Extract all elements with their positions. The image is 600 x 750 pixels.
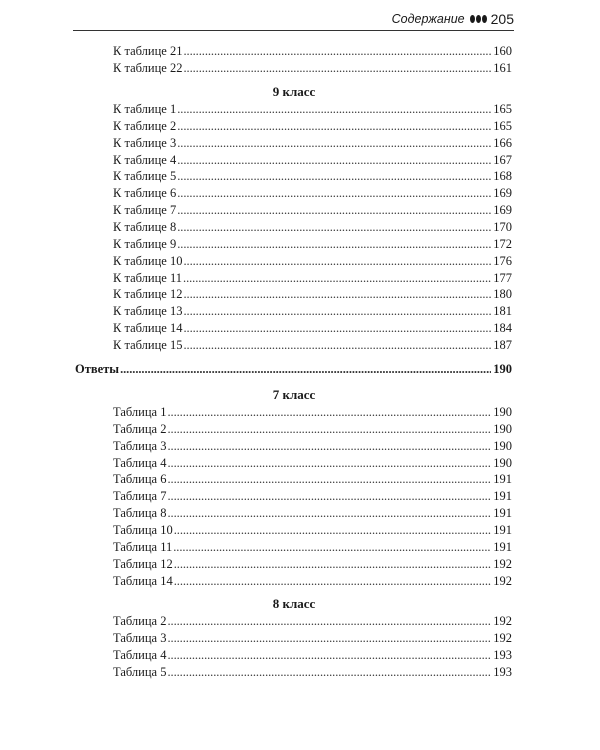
dot-leader — [167, 472, 491, 486]
toc-entry-label: К таблице 10 — [113, 253, 183, 268]
dot-leader — [167, 614, 491, 628]
toc-entry-page: 190 — [493, 421, 512, 436]
toc-entry[interactable] — [113, 506, 512, 520]
toc-entry-label: Таблица 7 — [113, 489, 167, 504]
toc-entry[interactable] — [113, 540, 512, 554]
dot-leader — [167, 506, 491, 520]
dot-leader — [177, 203, 491, 217]
toc-entry-label: Таблица 4 — [113, 455, 167, 470]
toc-entry-label: Таблица 11 — [113, 539, 173, 554]
toc-entry[interactable] — [75, 362, 512, 376]
toc-entry-label: Таблица 6 — [113, 472, 167, 487]
toc-entry-page: 170 — [493, 219, 512, 234]
dot-leader — [183, 254, 491, 268]
toc-entry[interactable] — [113, 119, 512, 133]
toc-entry-label: Таблица 4 — [113, 647, 167, 662]
toc-entry[interactable] — [113, 631, 512, 645]
toc-entry-page: 180 — [493, 287, 512, 302]
toc-entry-page: 167 — [493, 152, 512, 167]
toc-entry[interactable] — [113, 472, 512, 486]
toc-entry-label: К таблице 7 — [113, 203, 177, 218]
dot-leader — [183, 271, 491, 285]
toc-entry[interactable] — [113, 523, 512, 537]
toc-entry-label: Таблица 2 — [113, 421, 167, 436]
toc-entry[interactable] — [113, 136, 512, 150]
toc-entry[interactable] — [113, 338, 512, 352]
dot-leader — [177, 102, 491, 116]
toc-entry-page: 160 — [493, 44, 512, 58]
dot-leader — [174, 523, 492, 537]
toc-entry-page: 166 — [493, 135, 512, 150]
toc-entry[interactable] — [113, 220, 512, 234]
toc-entry-label: К таблице 5 — [113, 169, 177, 184]
toc-entry-label: К таблице 4 — [113, 152, 177, 167]
toc-entry[interactable] — [113, 489, 512, 503]
toc-entry-label: К таблице 21 — [113, 44, 183, 58]
dot-leader — [177, 169, 491, 183]
toc-entry-label: К таблице 3 — [113, 135, 177, 150]
toc-entry-page: 187 — [493, 337, 512, 352]
dot-leader — [167, 456, 491, 470]
toc-entry[interactable] — [113, 456, 512, 470]
toc-entry[interactable] — [113, 557, 512, 571]
toc-entry-page: 190 — [493, 438, 512, 453]
toc-entry-page: 177 — [493, 270, 512, 285]
toc-entry[interactable] — [113, 153, 512, 167]
toc-entry-label: К таблице 12 — [113, 287, 183, 302]
toc-entry-label: К таблице 11 — [113, 270, 183, 285]
dot-leader — [120, 362, 491, 376]
toc-entry-label: Таблица 3 — [113, 438, 167, 453]
toc-entry-page: 161 — [493, 60, 512, 75]
running-header — [73, 10, 514, 31]
toc-entry[interactable] — [113, 287, 512, 301]
dot-leader — [173, 540, 491, 554]
dot-leader — [167, 631, 491, 645]
dot-leader — [177, 220, 491, 234]
toc-entry-label: Таблица 1 — [113, 405, 167, 419]
dot-leader — [177, 119, 491, 133]
toc-entry[interactable] — [113, 439, 512, 453]
toc-entry-page: 184 — [493, 321, 512, 336]
toc-entry-label: Таблица 14 — [113, 573, 173, 588]
dot-leader — [183, 321, 491, 335]
dot-leader — [183, 44, 491, 58]
dot-leader — [183, 338, 491, 352]
dot-leader — [167, 422, 491, 436]
dot-leader — [167, 439, 491, 453]
section-heading-grade9: 9 класс — [272, 84, 316, 99]
toc-entry-page: 176 — [493, 253, 512, 268]
toc-entry[interactable] — [113, 614, 512, 628]
toc-entry-page: 165 — [493, 118, 512, 133]
dot-leader — [174, 557, 492, 571]
bullet-dots-icon — [470, 15, 488, 23]
toc-entry-page: 169 — [493, 203, 512, 218]
header-page-number: 205 — [490, 11, 514, 27]
toc-entry[interactable] — [113, 574, 512, 588]
toc-entry[interactable] — [113, 648, 512, 662]
toc-entry[interactable] — [113, 271, 512, 285]
dot-leader — [167, 405, 491, 419]
toc-entry-page: 190 — [493, 405, 512, 419]
dot-leader — [177, 186, 491, 200]
toc-entry-page: 191 — [493, 506, 512, 521]
toc-entry-label: К таблице 8 — [113, 219, 177, 234]
toc-entry-page: 168 — [493, 169, 512, 184]
toc-entry[interactable] — [113, 169, 512, 183]
toc-entry-page: 191 — [493, 489, 512, 504]
toc-entry[interactable] — [113, 203, 512, 217]
toc-entry-label: К таблице 15 — [113, 337, 183, 352]
toc-entry-page: 191 — [493, 472, 512, 487]
toc-entry[interactable] — [113, 405, 512, 419]
dot-leader — [174, 574, 492, 588]
toc-entry-page: 190 — [493, 455, 512, 470]
toc-entry[interactable] — [113, 44, 512, 58]
toc-entry-page: 192 — [493, 630, 512, 645]
dot-leader — [177, 136, 491, 150]
toc-entry-page: 191 — [493, 539, 512, 554]
toc-entry-label: К таблице 22 — [113, 60, 183, 75]
toc-entry[interactable] — [113, 237, 512, 251]
toc-entry-label: К таблице 2 — [113, 118, 177, 133]
toc-entry-label: К таблице 6 — [113, 186, 177, 201]
dot-leader — [177, 153, 491, 167]
toc-entry-label: Ответы — [75, 362, 120, 376]
dot-leader — [177, 237, 491, 251]
toc-entry-page: 193 — [493, 664, 512, 679]
toc-entry-page: 190 — [493, 362, 512, 376]
toc-entry-page: 192 — [493, 614, 512, 628]
toc-entry-page: 192 — [493, 556, 512, 571]
toc-entry-label: Таблица 10 — [113, 522, 173, 537]
toc-entry-page: 169 — [493, 186, 512, 201]
toc-entry[interactable] — [113, 321, 512, 335]
toc-entry[interactable] — [113, 304, 512, 318]
dot-leader — [167, 648, 491, 662]
toc-entry-label: Таблица 8 — [113, 506, 167, 521]
toc-entry[interactable] — [113, 61, 512, 75]
toc-entry[interactable] — [113, 186, 512, 200]
header-section-title: Содержание — [391, 12, 465, 26]
toc-entry[interactable] — [113, 254, 512, 268]
dot-leader — [167, 665, 491, 679]
header-content — [392, 11, 514, 27]
toc-entry-page: 172 — [493, 236, 512, 251]
toc-entry-page: 165 — [493, 102, 512, 116]
toc-entry-label: Таблица 12 — [113, 556, 173, 571]
toc-entry-label: К таблице 1 — [113, 102, 177, 116]
toc-entry-label: К таблице 13 — [113, 304, 183, 319]
toc-entry-label: Таблица 3 — [113, 630, 167, 645]
dot-leader — [183, 61, 491, 75]
toc-entry[interactable] — [113, 102, 512, 116]
toc-entry-page: 191 — [493, 522, 512, 537]
dot-leader — [183, 304, 491, 318]
toc-entry[interactable] — [113, 422, 512, 436]
toc-entry-label: Таблица 5 — [113, 664, 167, 679]
dot-leader — [167, 489, 491, 503]
section-heading-answers-grade7: 7 класс — [272, 387, 316, 402]
toc-entry-label: К таблице 14 — [113, 321, 183, 336]
toc-entry-page: 181 — [493, 304, 512, 319]
toc-entry[interactable] — [113, 665, 512, 679]
toc-entry-label: К таблице 9 — [113, 236, 177, 251]
toc-entry-page: 193 — [493, 647, 512, 662]
toc-entry-label: Таблица 2 — [113, 614, 167, 628]
dot-leader — [183, 287, 491, 301]
section-heading-answers-grade8: 8 класс — [272, 596, 316, 611]
toc-entry-page: 192 — [493, 573, 512, 588]
